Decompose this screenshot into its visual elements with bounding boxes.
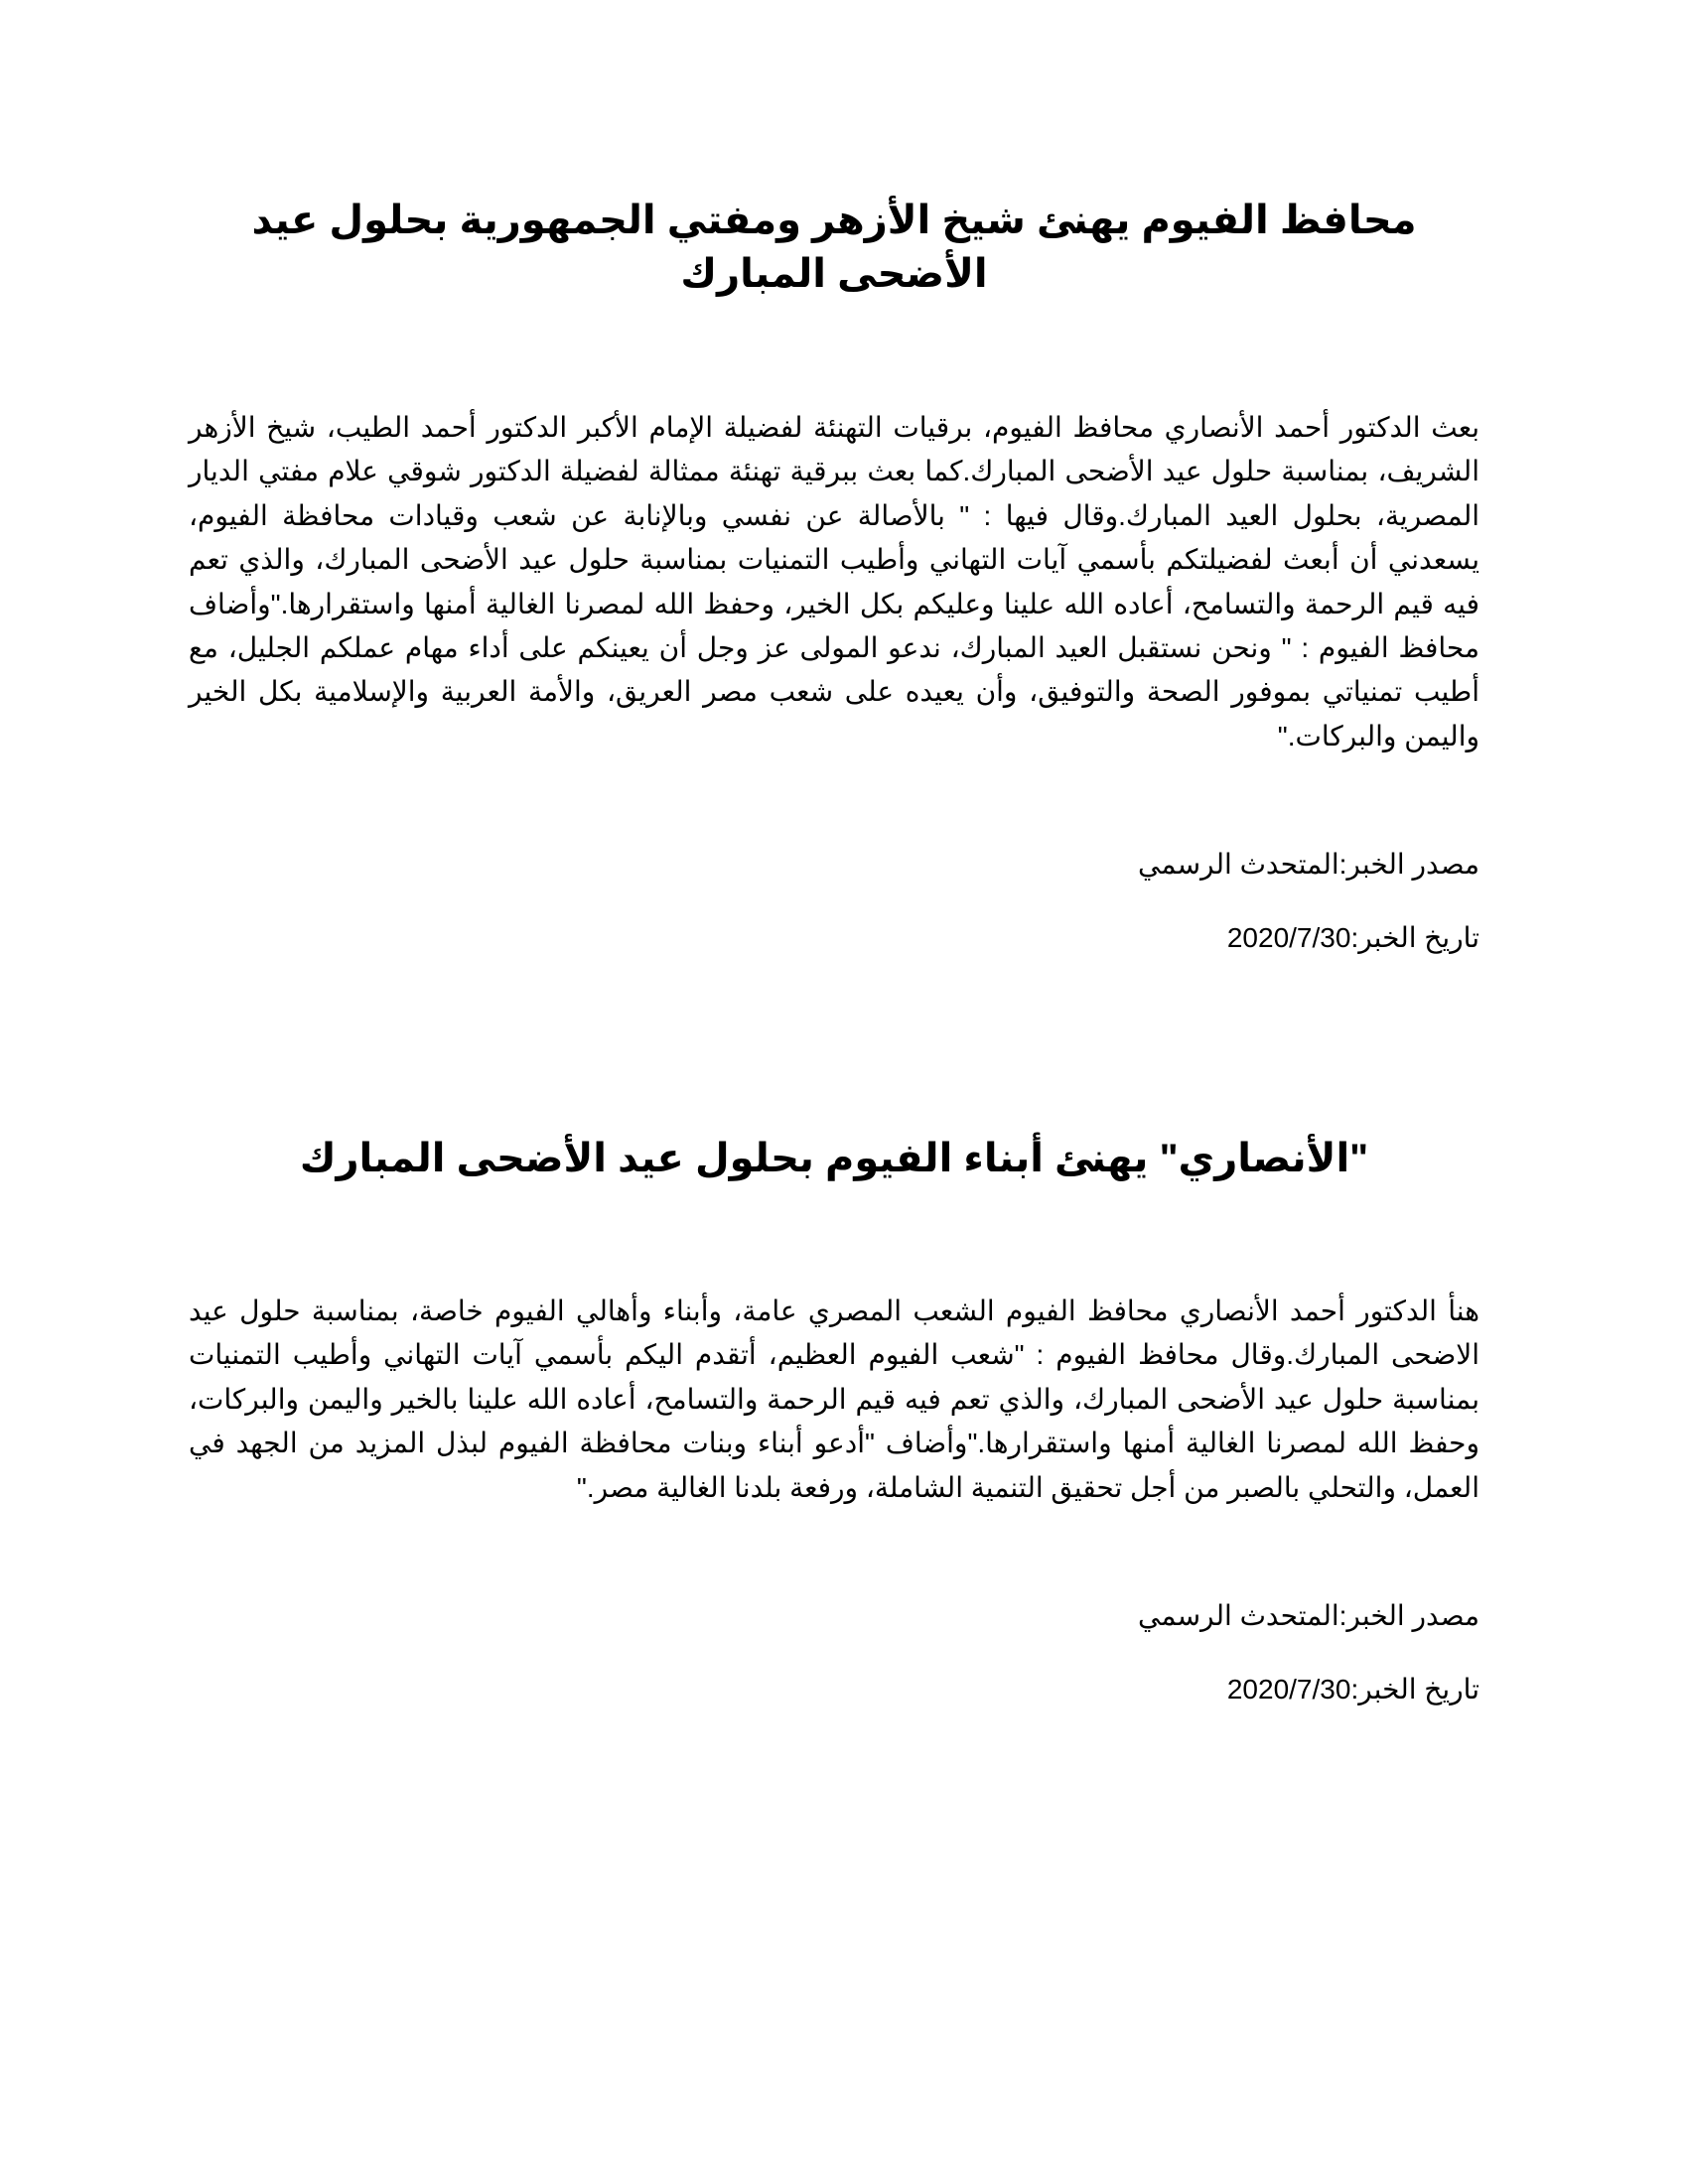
- article-date: تاريخ الخبر:2020/7/30: [1226, 1674, 1479, 1706]
- article-source: مصدر الخبر:المتحدث الرسمي: [1138, 1600, 1479, 1632]
- article-body: هنأ الدكتور أحمد الأنصاري محافظ الفيوم الشعب المصري عامة، وأبناء وأهالي الفيوم خاصة، بمناسبة حلول عيد الاضحى المبارك.وقال محافظ الفيوم : "شعب الفيوم العظيم، أتقدم اليكم بأسمي آيات التهاني وأطيب التمنيات بمناسبة حلول عيد الأضحى المبارك، والذي تعم فيه قيم الرحمة والتسامح، أعاده الله علينا بالخير واليمن والبركات، وحفظ الله لمصرنا الغالية أمنها واستقرارها."وأضاف "أدعو أبناء وبنات محافظة الفيوم لبذل المزيد من الجهد في العمل، والتحلي بالصبر من أجل تحقيق التنمية الشاملة، ورفعة بلدنا الغالية مصر.": [189, 1296, 1479, 1503]
- news-article: [189, 194, 1479, 958]
- article-headline: محافظ الفيوم يهنئ شيخ الأزهر ومفتي الجمهورية بحلول عيد الأضحى المبارك: [251, 199, 1417, 296]
- article-date: تاريخ الخبر:2020/7/30: [1226, 922, 1479, 954]
- article-headline: "الأنصاري" يهنئ أبناء الفيوم بحلول عيد الأضحى المبارك: [299, 1137, 1369, 1180]
- article-source: مصدر الخبر:المتحدث الرسمي: [1138, 849, 1479, 881]
- article-body: بعث الدكتور أحمد الأنصاري محافظ الفيوم، برقيات التهنئة لفضيلة الإمام الأكبر الدكتور أحمد الطيب، شيخ الأزهر الشريف، بمناسبة حلول عيد الأضحى المبارك.كما بعث ببرقية تهنئة ممثالة لفضيلة الدكتور شوقي علام مفتي الديار المصرية، بحلول العيد المبارك.وقال فيها : " بالأصالة عن نفسي وبالإنابة عن شعب وقيادات محافظة الفيوم، يسعدني أن أبعث لفضيلتكم بأسمي آيات التهاني وأطيب التمنيات بمناسبة حلول عيد الأضحى المبارك، والذي تعم فيه قيم الرحمة والتسامح، أعاده الله علينا وعليكم بكل الخير، وحفظ الله لمصرنا الغالية أمنها واستقرارها."وأضاف محافظ الفيوم : " ونحن نستقبل العيد المبارك، ندعو المولى عز وجل أن يعينكم على أداء مهام عملكم الجليل، مع أطيب تمنياتي بموفور الصحة والتوفيق، وأن يعيده على شعب مصر العريق، والأمة العربية والإسلامية بكل الخير واليمن والبركات.": [189, 412, 1480, 751]
- news-article: [189, 1132, 1479, 1709]
